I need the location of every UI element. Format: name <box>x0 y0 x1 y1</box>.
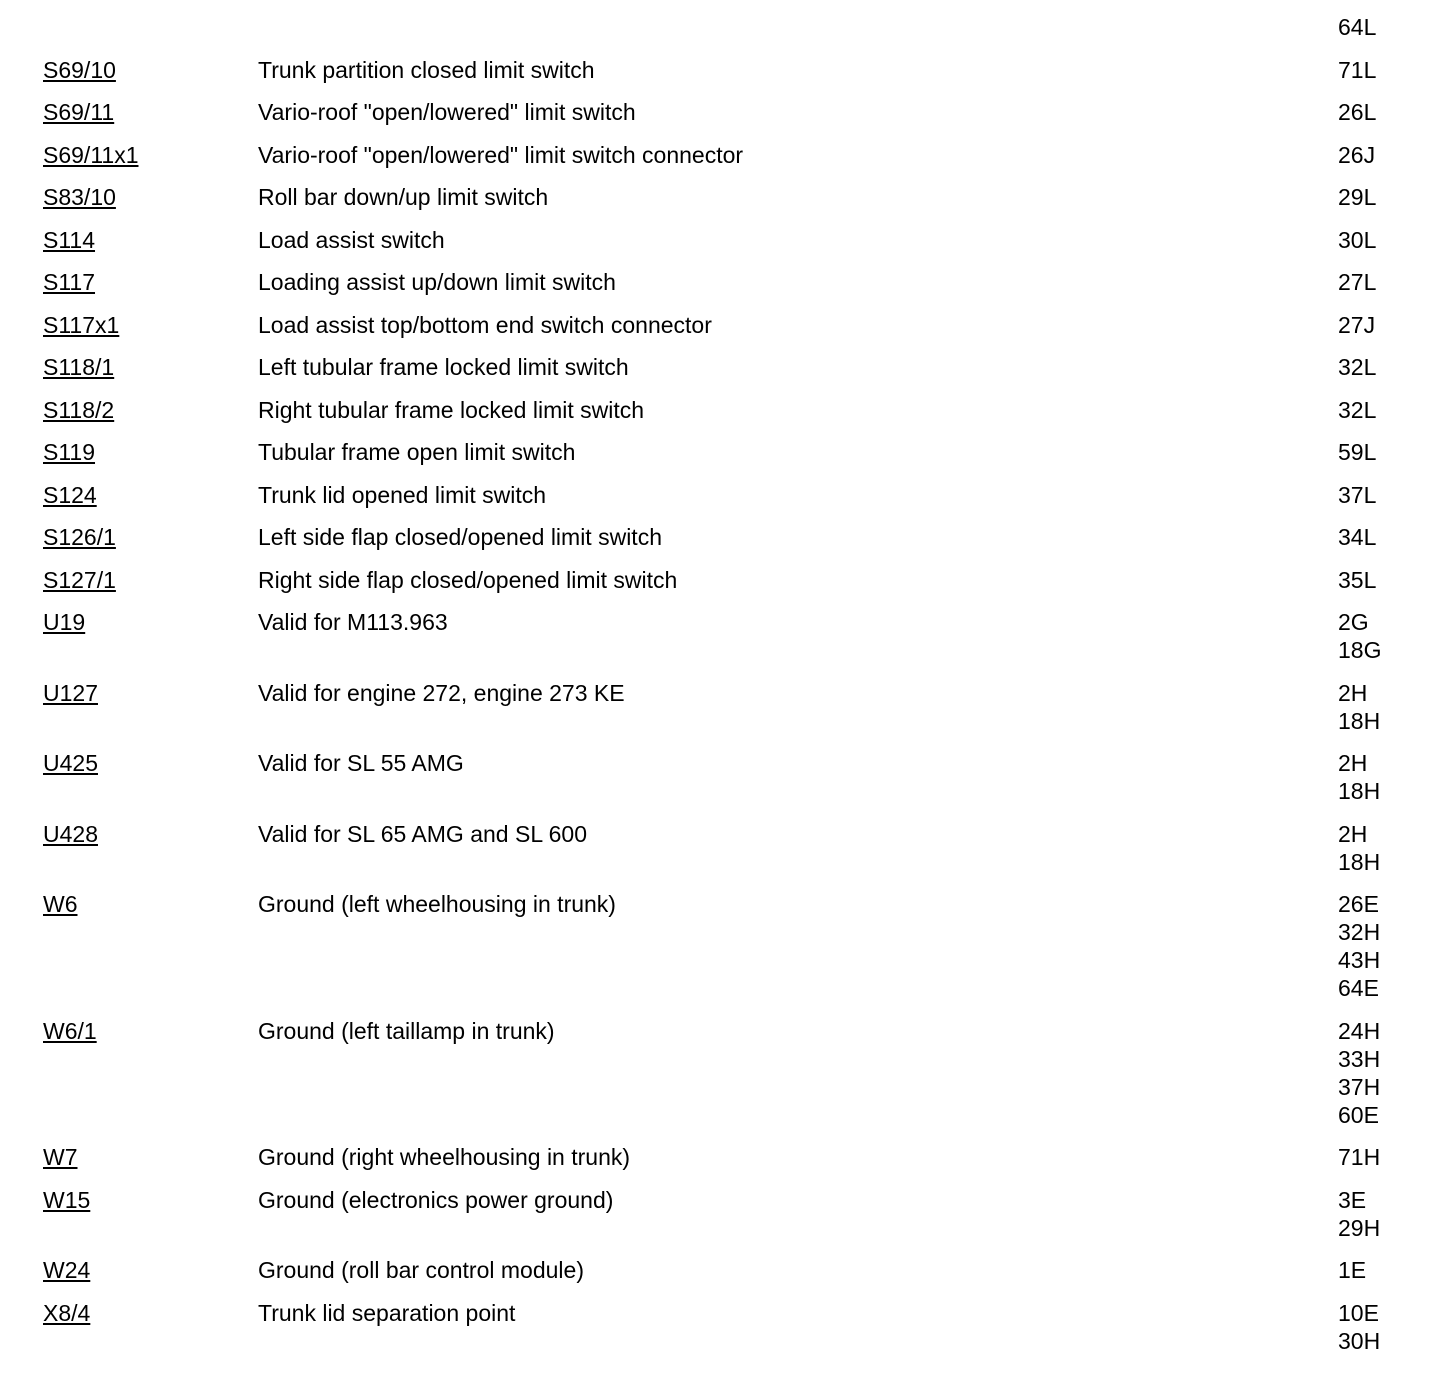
grid-reference: 27J <box>1338 311 1376 338</box>
grid-reference: 33H <box>1338 1045 1381 1072</box>
component-row <box>0 183 1456 211</box>
component-row <box>0 749 1456 805</box>
grid-reference: 18H <box>1338 848 1381 875</box>
component-description: Ground (left wheelhousing in trunk) <box>258 891 616 917</box>
grid-reference: 29L <box>1338 184 1377 210</box>
grid-references <box>1338 353 1448 381</box>
grid-reference: 32L <box>1338 354 1377 380</box>
grid-reference: 64L <box>1338 14 1377 40</box>
component-code-cell <box>0 679 258 707</box>
grid-references <box>1338 1256 1448 1284</box>
grid-reference: 18H <box>1338 707 1381 734</box>
component-code-link[interactable]: X8/4 <box>43 1299 91 1326</box>
component-code-cell <box>0 481 258 509</box>
component-description: Valid for SL 65 AMG and SL 600 <box>258 820 588 847</box>
grid-references <box>1338 749 1448 805</box>
component-description: Valid for SL 55 AMG <box>258 750 464 776</box>
grid-references <box>1338 1143 1448 1171</box>
grid-references <box>1338 141 1448 169</box>
component-code-link[interactable]: U19 <box>43 609 86 635</box>
component-description: Loading assist up/down limit switch <box>258 269 616 295</box>
grid-references <box>1338 523 1448 551</box>
component-code-cell <box>0 438 258 466</box>
component-code-cell <box>0 141 258 169</box>
grid-reference: 43H <box>1338 947 1381 973</box>
grid-reference: 26J <box>1338 141 1376 168</box>
component-description: Right tubular frame locked limit switch <box>258 396 645 423</box>
component-code-link[interactable]: S118/1 <box>43 354 115 380</box>
component-code-link[interactable]: S117 <box>43 269 96 295</box>
grid-references <box>1338 1017 1448 1129</box>
grid-reference: 24H <box>1338 1017 1381 1044</box>
component-row <box>0 98 1456 126</box>
component-code-link[interactable]: S69/10 <box>43 56 116 83</box>
component-row <box>0 1017 1456 1129</box>
component-code-link[interactable]: S124 <box>43 481 97 508</box>
grid-reference: 59L <box>1338 439 1377 465</box>
grid-reference: 32H <box>1338 919 1381 945</box>
grid-reference: 10E <box>1338 1299 1379 1326</box>
grid-reference: 64E <box>1338 975 1379 1001</box>
component-row <box>0 141 1456 169</box>
component-description: Ground (electronics power ground) <box>258 1186 614 1213</box>
grid-reference: 3E <box>1338 1186 1367 1213</box>
component-description: Left side flap closed/opened limit switch <box>258 524 662 550</box>
grid-reference: 71L <box>1338 56 1377 83</box>
component-description: Valid for M113.963 <box>258 609 448 635</box>
component-code-link[interactable]: S83/10 <box>43 184 116 210</box>
grid-reference: 35L <box>1338 566 1377 593</box>
grid-references <box>1338 820 1448 876</box>
component-code-link[interactable]: S127/1 <box>43 566 116 593</box>
component-code-cell <box>0 1017 258 1045</box>
component-description: Tubular frame open limit switch <box>258 439 576 465</box>
component-description: Ground (right wheelhousing in trunk) <box>258 1144 631 1170</box>
grid-reference: 18H <box>1338 778 1381 804</box>
component-code-link[interactable]: W6 <box>43 891 78 917</box>
component-code-cell <box>0 226 258 254</box>
component-code-cell <box>0 311 258 339</box>
component-code-link[interactable]: S118/2 <box>43 396 115 423</box>
component-code-cell <box>0 1186 258 1214</box>
component-code-cell <box>0 820 258 848</box>
grid-reference: 2H <box>1338 820 1368 847</box>
grid-references <box>1338 396 1448 424</box>
component-row <box>0 523 1456 551</box>
component-description: Valid for engine 272, engine 273 KE <box>258 679 625 706</box>
grid-references <box>1338 311 1448 339</box>
component-description: Roll bar down/up limit switch <box>258 184 549 210</box>
grid-reference: 27L <box>1338 269 1377 295</box>
component-description: Load assist switch <box>258 226 445 253</box>
component-row <box>0 1143 1456 1171</box>
grid-references <box>1338 1186 1448 1242</box>
component-code-cell <box>0 1256 258 1284</box>
grid-references <box>1338 566 1448 594</box>
component-code-cell <box>0 183 258 211</box>
grid-reference: 26E <box>1338 891 1379 917</box>
component-description: Ground (left taillamp in trunk) <box>258 1017 555 1044</box>
grid-reference: 30H <box>1338 1327 1381 1354</box>
grid-references <box>1338 679 1448 735</box>
grid-reference: 32L <box>1338 396 1377 423</box>
grid-reference: 18G <box>1338 637 1382 663</box>
component-row <box>0 1256 1456 1284</box>
grid-references <box>1338 608 1448 664</box>
component-description: Ground (roll bar control module) <box>258 1257 584 1283</box>
component-description: Vario-roof "open/lowered" limit switch connector <box>258 141 744 168</box>
grid-references <box>1338 268 1448 296</box>
component-code-cell <box>0 608 258 636</box>
grid-references <box>1338 183 1448 211</box>
component-code-cell <box>0 268 258 296</box>
component-code-link[interactable]: W24 <box>43 1257 91 1283</box>
grid-references <box>1338 438 1448 466</box>
component-code-cell <box>0 523 258 551</box>
grid-reference: 71H <box>1338 1144 1381 1170</box>
component-row <box>0 56 1456 84</box>
component-code-link[interactable]: U428 <box>43 820 98 847</box>
component-row <box>0 890 1456 1002</box>
component-description: Right side flap closed/opened limit switch <box>258 566 678 593</box>
grid-reference: 34L <box>1338 524 1377 550</box>
component-code-link[interactable]: S69/11 <box>43 99 115 125</box>
component-code-cell <box>0 1299 258 1327</box>
component-code-link[interactable]: U425 <box>43 750 98 776</box>
grid-reference: 2H <box>1338 750 1368 776</box>
grid-reference: 29H <box>1338 1214 1381 1241</box>
grid-references <box>1338 13 1448 41</box>
grid-reference: 2H <box>1338 679 1368 706</box>
component-code-cell <box>0 566 258 594</box>
grid-reference: 1E <box>1338 1257 1367 1283</box>
component-row <box>0 1186 1456 1242</box>
component-code-cell <box>0 353 258 381</box>
component-code-link[interactable]: S126/1 <box>43 524 116 550</box>
component-description: Trunk lid separation point <box>258 1299 516 1326</box>
component-code-link[interactable]: W15 <box>43 1186 91 1213</box>
grid-references <box>1338 56 1448 84</box>
grid-references <box>1338 226 1448 254</box>
component-description: Vario-roof "open/lowered" limit switch <box>258 99 636 125</box>
component-row <box>0 438 1456 466</box>
component-code-link[interactable]: S69/11x1 <box>43 141 139 168</box>
grid-reference: 37L <box>1338 481 1377 508</box>
grid-references <box>1338 481 1448 509</box>
component-code-link[interactable]: W7 <box>43 1144 78 1170</box>
component-code-cell <box>0 98 258 126</box>
component-row <box>0 608 1456 664</box>
grid-reference: 2G <box>1338 609 1369 635</box>
grid-reference: 26L <box>1338 99 1377 125</box>
component-row <box>0 353 1456 381</box>
component-code-link[interactable]: W6/1 <box>43 1017 97 1044</box>
component-row <box>0 566 1456 594</box>
component-code-cell <box>0 56 258 84</box>
component-row <box>0 679 1456 735</box>
component-code-cell <box>0 890 258 918</box>
component-description: Trunk partition closed limit switch <box>258 56 595 83</box>
grid-references <box>1338 890 1448 1002</box>
component-code-cell <box>0 749 258 777</box>
component-row <box>0 820 1456 876</box>
component-code-link[interactable]: U127 <box>43 679 98 706</box>
component-row <box>0 268 1456 296</box>
grid-reference: 60E <box>1338 1101 1379 1128</box>
component-code-link[interactable]: S117x1 <box>43 311 120 338</box>
component-row <box>0 311 1456 339</box>
component-row <box>0 396 1456 424</box>
component-code-link[interactable]: S114 <box>43 226 96 253</box>
grid-references <box>1338 98 1448 126</box>
component-row <box>0 1299 1456 1355</box>
component-code-cell <box>0 1143 258 1171</box>
component-row <box>0 13 1456 41</box>
grid-reference: 30L <box>1338 226 1377 253</box>
grid-references <box>1338 1299 1448 1355</box>
component-code-cell <box>0 396 258 424</box>
component-row <box>0 226 1456 254</box>
component-description: Left tubular frame locked limit switch <box>258 354 629 380</box>
component-description: Trunk lid opened limit switch <box>258 481 547 508</box>
component-description: Load assist top/bottom end switch connector <box>258 311 712 338</box>
component-code-link[interactable]: S119 <box>43 439 96 465</box>
component-list <box>0 13 1456 1369</box>
component-row <box>0 481 1456 509</box>
grid-reference: 37H <box>1338 1073 1381 1100</box>
